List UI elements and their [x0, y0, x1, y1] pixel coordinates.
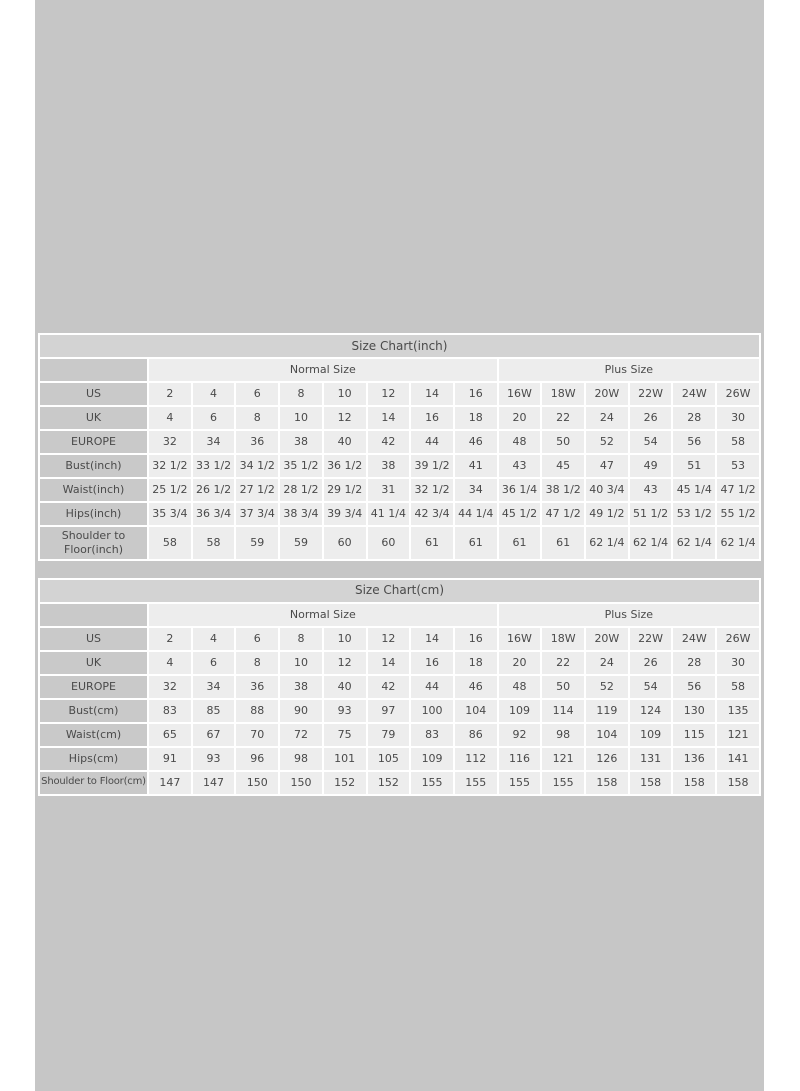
size-value-cell: 83	[411, 724, 453, 746]
size-value-cell: 38	[280, 676, 322, 698]
size-value-cell: 10	[280, 652, 322, 674]
size-value-cell: 86	[455, 724, 497, 746]
size-value-cell: 43	[499, 455, 541, 477]
size-value-cell: 119	[586, 700, 628, 722]
size-value-cell: 26W	[717, 628, 759, 650]
size-value-cell: 22	[542, 407, 584, 429]
size-value-cell: 6	[193, 407, 235, 429]
size-value-cell: 56	[673, 431, 715, 453]
size-chart-cm-table	[38, 578, 761, 796]
size-value-cell: 112	[455, 748, 497, 770]
size-value-cell: 43	[630, 479, 672, 501]
size-value-cell: 46	[455, 676, 497, 698]
size-value-cell: 90	[280, 700, 322, 722]
row-label: Hips(cm)	[40, 748, 147, 770]
size-value-cell: 39 3/4	[324, 503, 366, 525]
size-value-cell: 65	[149, 724, 191, 746]
size-value-cell: 124	[630, 700, 672, 722]
size-value-cell: 85	[193, 700, 235, 722]
size-value-cell: 10	[324, 628, 366, 650]
size-value-cell: 18W	[542, 383, 584, 405]
size-value-cell: 12	[324, 407, 366, 429]
size-value-cell: 20	[499, 407, 541, 429]
group-header-row	[40, 359, 759, 381]
size-value-cell: 49	[630, 455, 672, 477]
size-value-cell: 158	[673, 772, 715, 794]
size-value-cell: 109	[499, 700, 541, 722]
size-value-cell: 158	[630, 772, 672, 794]
size-value-cell: 109	[411, 748, 453, 770]
size-value-cell: 16	[411, 407, 453, 429]
size-value-cell: 6	[236, 383, 278, 405]
size-value-cell: 35 3/4	[149, 503, 191, 525]
size-value-cell: 29 1/2	[324, 479, 366, 501]
size-value-cell: 150	[236, 772, 278, 794]
size-value-cell: 36 1/2	[324, 455, 366, 477]
table-row	[40, 724, 759, 746]
table-title: Size Chart(cm)	[40, 580, 759, 602]
size-value-cell: 33 1/2	[193, 455, 235, 477]
size-value-cell: 136	[673, 748, 715, 770]
size-value-cell: 36 1/4	[499, 479, 541, 501]
size-value-cell: 16	[455, 383, 497, 405]
size-value-cell: 40	[324, 431, 366, 453]
size-value-cell: 2	[149, 628, 191, 650]
size-value-cell: 27 1/2	[236, 479, 278, 501]
size-value-cell: 155	[411, 772, 453, 794]
size-value-cell: 4	[193, 383, 235, 405]
size-value-cell: 36	[236, 431, 278, 453]
size-value-cell: 100	[411, 700, 453, 722]
size-value-cell: 20W	[586, 383, 628, 405]
size-value-cell: 51	[673, 455, 715, 477]
row-label: US	[40, 628, 147, 650]
size-value-cell: 147	[193, 772, 235, 794]
size-value-cell: 28	[673, 407, 715, 429]
size-value-cell: 155	[455, 772, 497, 794]
row-label: UK	[40, 407, 147, 429]
table-title-row	[40, 335, 759, 357]
table-row	[40, 527, 759, 559]
size-value-cell: 26W	[717, 383, 759, 405]
size-value-cell: 50	[542, 431, 584, 453]
size-value-cell: 45	[542, 455, 584, 477]
size-value-cell: 26	[630, 652, 672, 674]
size-value-cell: 92	[499, 724, 541, 746]
size-value-cell: 22W	[630, 383, 672, 405]
size-value-cell: 130	[673, 700, 715, 722]
group-header-row	[40, 604, 759, 626]
size-value-cell: 61	[542, 527, 584, 559]
size-value-cell: 158	[586, 772, 628, 794]
size-value-cell: 147	[149, 772, 191, 794]
size-value-cell: 12	[368, 383, 410, 405]
size-value-cell: 56	[673, 676, 715, 698]
size-value-cell: 18	[455, 407, 497, 429]
size-value-cell: 16W	[499, 383, 541, 405]
size-value-cell: 48	[499, 676, 541, 698]
size-value-cell: 61	[499, 527, 541, 559]
row-label: Bust(cm)	[40, 700, 147, 722]
size-value-cell: 62 1/4	[717, 527, 759, 559]
size-value-cell: 105	[368, 748, 410, 770]
size-value-cell: 14	[368, 652, 410, 674]
size-value-cell: 49 1/2	[586, 503, 628, 525]
size-value-cell: 28	[673, 652, 715, 674]
size-value-cell: 44 1/4	[455, 503, 497, 525]
size-value-cell: 121	[542, 748, 584, 770]
row-label: Shoulder to Floor(inch)	[40, 527, 147, 559]
size-value-cell: 16W	[499, 628, 541, 650]
size-charts-area	[35, 333, 764, 813]
table-row	[40, 455, 759, 477]
table-row	[40, 628, 759, 650]
table-row	[40, 676, 759, 698]
size-value-cell: 48	[499, 431, 541, 453]
size-value-cell: 41	[455, 455, 497, 477]
table-title-row	[40, 580, 759, 602]
row-label: US	[40, 383, 147, 405]
size-value-cell: 141	[717, 748, 759, 770]
size-value-cell: 40	[324, 676, 366, 698]
size-value-cell: 97	[368, 700, 410, 722]
size-value-cell: 8	[236, 407, 278, 429]
size-value-cell: 8	[236, 652, 278, 674]
size-value-cell: 38 1/2	[542, 479, 584, 501]
size-value-cell: 152	[324, 772, 366, 794]
size-value-cell: 62 1/4	[673, 527, 715, 559]
size-value-cell: 39 1/2	[411, 455, 453, 477]
size-value-cell: 98	[280, 748, 322, 770]
size-value-cell: 6	[193, 652, 235, 674]
size-value-cell: 6	[236, 628, 278, 650]
size-value-cell: 150	[280, 772, 322, 794]
size-value-cell: 51 1/2	[630, 503, 672, 525]
size-value-cell: 38 3/4	[280, 503, 322, 525]
size-value-cell: 62 1/4	[630, 527, 672, 559]
size-value-cell: 60	[368, 527, 410, 559]
size-value-cell: 28 1/2	[280, 479, 322, 501]
size-value-cell: 38	[368, 455, 410, 477]
size-value-cell: 4	[149, 407, 191, 429]
size-value-cell: 131	[630, 748, 672, 770]
size-value-cell: 8	[280, 628, 322, 650]
row-label: Hips(inch)	[40, 503, 147, 525]
size-value-cell: 20W	[586, 628, 628, 650]
size-value-cell: 37 3/4	[236, 503, 278, 525]
size-value-cell: 36	[236, 676, 278, 698]
row-label: Waist(inch)	[40, 479, 147, 501]
table-title: Size Chart(inch)	[40, 335, 759, 357]
size-value-cell: 115	[673, 724, 715, 746]
size-value-cell: 50	[542, 676, 584, 698]
size-value-cell: 88	[236, 700, 278, 722]
size-value-cell: 121	[717, 724, 759, 746]
table-row	[40, 479, 759, 501]
size-value-cell: 4	[149, 652, 191, 674]
table-row	[40, 383, 759, 405]
size-value-cell: 26 1/2	[193, 479, 235, 501]
size-value-cell: 12	[324, 652, 366, 674]
size-value-cell: 67	[193, 724, 235, 746]
size-value-cell: 26	[630, 407, 672, 429]
size-value-cell: 34	[193, 676, 235, 698]
row-label: Waist(cm)	[40, 724, 147, 746]
size-value-cell: 20	[499, 652, 541, 674]
size-chart-inch-table	[38, 333, 761, 561]
size-value-cell: 32	[149, 431, 191, 453]
size-value-cell: 53 1/2	[673, 503, 715, 525]
size-value-cell: 101	[324, 748, 366, 770]
size-value-cell: 42	[368, 431, 410, 453]
size-value-cell: 46	[455, 431, 497, 453]
plus-size-header: Plus Size	[499, 359, 759, 381]
size-value-cell: 60	[324, 527, 366, 559]
size-value-cell: 47 1/2	[717, 479, 759, 501]
size-value-cell: 155	[542, 772, 584, 794]
corner-cell	[40, 604, 147, 626]
size-value-cell: 70	[236, 724, 278, 746]
size-value-cell: 24	[586, 407, 628, 429]
size-value-cell: 36 3/4	[193, 503, 235, 525]
size-value-cell: 16	[455, 628, 497, 650]
normal-size-header: Normal Size	[149, 359, 497, 381]
size-value-cell: 25 1/2	[149, 479, 191, 501]
size-value-cell: 18W	[542, 628, 584, 650]
size-value-cell: 58	[193, 527, 235, 559]
size-value-cell: 34 1/2	[236, 455, 278, 477]
size-value-cell: 24	[586, 652, 628, 674]
row-label: EUROPE	[40, 676, 147, 698]
size-value-cell: 32	[149, 676, 191, 698]
size-value-cell: 59	[280, 527, 322, 559]
size-value-cell: 116	[499, 748, 541, 770]
size-value-cell: 109	[630, 724, 672, 746]
row-label: Shoulder to Floor(cm)	[40, 772, 147, 794]
row-label: EUROPE	[40, 431, 147, 453]
size-value-cell: 42 3/4	[411, 503, 453, 525]
size-value-cell: 41 1/4	[368, 503, 410, 525]
size-value-cell: 93	[193, 748, 235, 770]
size-value-cell: 35 1/2	[280, 455, 322, 477]
row-label: Bust(inch)	[40, 455, 147, 477]
product-image-gray-background	[35, 0, 764, 1091]
plus-size-header: Plus Size	[499, 604, 759, 626]
size-value-cell: 72	[280, 724, 322, 746]
size-value-cell: 16	[411, 652, 453, 674]
size-value-cell: 32 1/2	[411, 479, 453, 501]
size-value-cell: 58	[149, 527, 191, 559]
size-value-cell: 40 3/4	[586, 479, 628, 501]
size-value-cell: 104	[455, 700, 497, 722]
table-row	[40, 407, 759, 429]
size-value-cell: 52	[586, 431, 628, 453]
size-value-cell: 30	[717, 407, 759, 429]
size-value-cell: 61	[455, 527, 497, 559]
size-value-cell: 44	[411, 676, 453, 698]
table-row	[40, 503, 759, 525]
size-value-cell: 58	[717, 676, 759, 698]
size-value-cell: 2	[149, 383, 191, 405]
size-value-cell: 61	[411, 527, 453, 559]
size-value-cell: 126	[586, 748, 628, 770]
size-value-cell: 83	[149, 700, 191, 722]
size-value-cell: 4	[193, 628, 235, 650]
size-value-cell: 14	[411, 628, 453, 650]
size-value-cell: 114	[542, 700, 584, 722]
size-value-cell: 58	[717, 431, 759, 453]
size-value-cell: 62 1/4	[586, 527, 628, 559]
table-row	[40, 700, 759, 722]
size-value-cell: 42	[368, 676, 410, 698]
size-value-cell: 22	[542, 652, 584, 674]
table-row	[40, 431, 759, 453]
size-value-cell: 47	[586, 455, 628, 477]
size-value-cell: 104	[586, 724, 628, 746]
size-value-cell: 55 1/2	[717, 503, 759, 525]
size-value-cell: 96	[236, 748, 278, 770]
size-value-cell: 18	[455, 652, 497, 674]
size-value-cell: 10	[324, 383, 366, 405]
size-value-cell: 22W	[630, 628, 672, 650]
normal-size-header: Normal Size	[149, 604, 497, 626]
size-value-cell: 45 1/2	[499, 503, 541, 525]
table-row	[40, 772, 759, 794]
size-value-cell: 38	[280, 431, 322, 453]
size-value-cell: 98	[542, 724, 584, 746]
size-value-cell: 47 1/2	[542, 503, 584, 525]
size-value-cell: 59	[236, 527, 278, 559]
size-value-cell: 24W	[673, 628, 715, 650]
size-value-cell: 75	[324, 724, 366, 746]
corner-cell	[40, 359, 147, 381]
size-value-cell: 30	[717, 652, 759, 674]
table-row	[40, 748, 759, 770]
size-value-cell: 32 1/2	[149, 455, 191, 477]
size-value-cell: 52	[586, 676, 628, 698]
size-value-cell: 44	[411, 431, 453, 453]
size-value-cell: 152	[368, 772, 410, 794]
size-value-cell: 14	[368, 407, 410, 429]
size-value-cell: 53	[717, 455, 759, 477]
size-value-cell: 8	[280, 383, 322, 405]
size-value-cell: 34	[193, 431, 235, 453]
size-value-cell: 158	[717, 772, 759, 794]
size-value-cell: 91	[149, 748, 191, 770]
size-value-cell: 93	[324, 700, 366, 722]
size-value-cell: 54	[630, 431, 672, 453]
table-row	[40, 652, 759, 674]
size-value-cell: 24W	[673, 383, 715, 405]
size-value-cell: 14	[411, 383, 453, 405]
size-value-cell: 31	[368, 479, 410, 501]
size-value-cell: 10	[280, 407, 322, 429]
size-value-cell: 135	[717, 700, 759, 722]
size-value-cell: 155	[499, 772, 541, 794]
size-value-cell: 79	[368, 724, 410, 746]
size-value-cell: 45 1/4	[673, 479, 715, 501]
row-label: UK	[40, 652, 147, 674]
size-value-cell: 12	[368, 628, 410, 650]
size-value-cell: 54	[630, 676, 672, 698]
size-value-cell: 34	[455, 479, 497, 501]
